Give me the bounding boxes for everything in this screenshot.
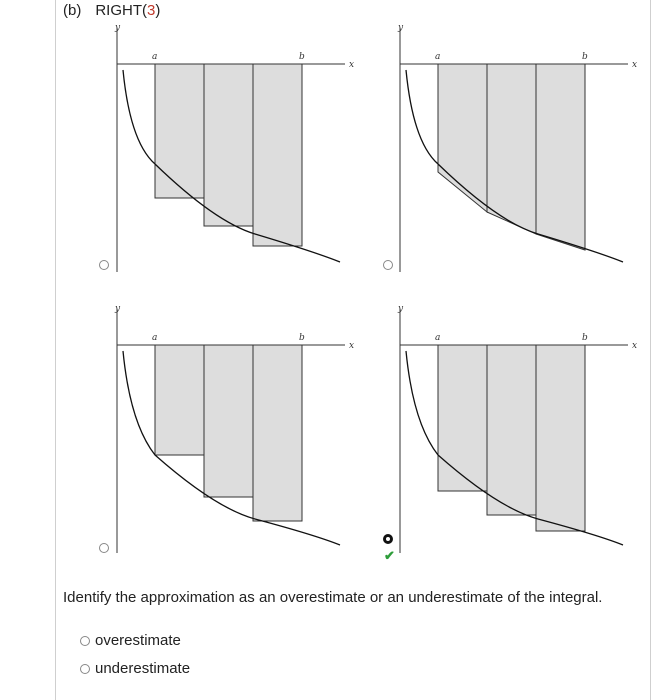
y-axis-label: y (115, 23, 121, 33)
option-underestimate[interactable] (80, 660, 190, 677)
graph-bottom-left-radio[interactable] (99, 543, 109, 553)
a-label: a (152, 333, 158, 343)
graph-bottom-right (378, 303, 638, 553)
x-axis-label: x (349, 60, 355, 70)
a-label: a (435, 333, 441, 343)
graph-bottom-left (95, 303, 355, 553)
a-label: a (152, 52, 158, 62)
y-axis-label: y (115, 304, 121, 314)
b-label: b (582, 52, 588, 62)
graph-top-right-radio[interactable] (383, 260, 393, 270)
method-close: ) (155, 2, 161, 19)
graph-bottom-right-radio[interactable] (383, 534, 393, 544)
y-axis-label: y (398, 304, 404, 314)
b-label: b (299, 52, 305, 62)
b-label: b (582, 333, 588, 343)
overestimate-label: overestimate (95, 632, 181, 649)
overestimate-radio[interactable] (80, 636, 90, 646)
checkmark-icon: ✔ (384, 548, 395, 563)
x-axis-label: x (632, 60, 638, 70)
method-label: RIGHT( (95, 2, 148, 19)
y-axis-label: y (398, 23, 404, 33)
part-label: (b) (63, 2, 82, 19)
x-axis-label: x (632, 341, 638, 351)
underestimate-radio[interactable] (80, 664, 90, 674)
question-text: Identify the approximation as an overestimate or an underestimate of the integral. (63, 589, 603, 606)
b-label: b (299, 333, 305, 343)
part-header (63, 2, 160, 19)
graph-top-right (378, 22, 638, 272)
graph-top-left (95, 22, 355, 272)
n-value: 3 (147, 2, 156, 19)
underestimate-label: underestimate (95, 660, 191, 677)
graph-top-left-radio[interactable] (99, 260, 109, 270)
option-overestimate[interactable] (80, 632, 181, 649)
x-axis-label: x (349, 341, 355, 351)
a-label: a (435, 52, 441, 62)
